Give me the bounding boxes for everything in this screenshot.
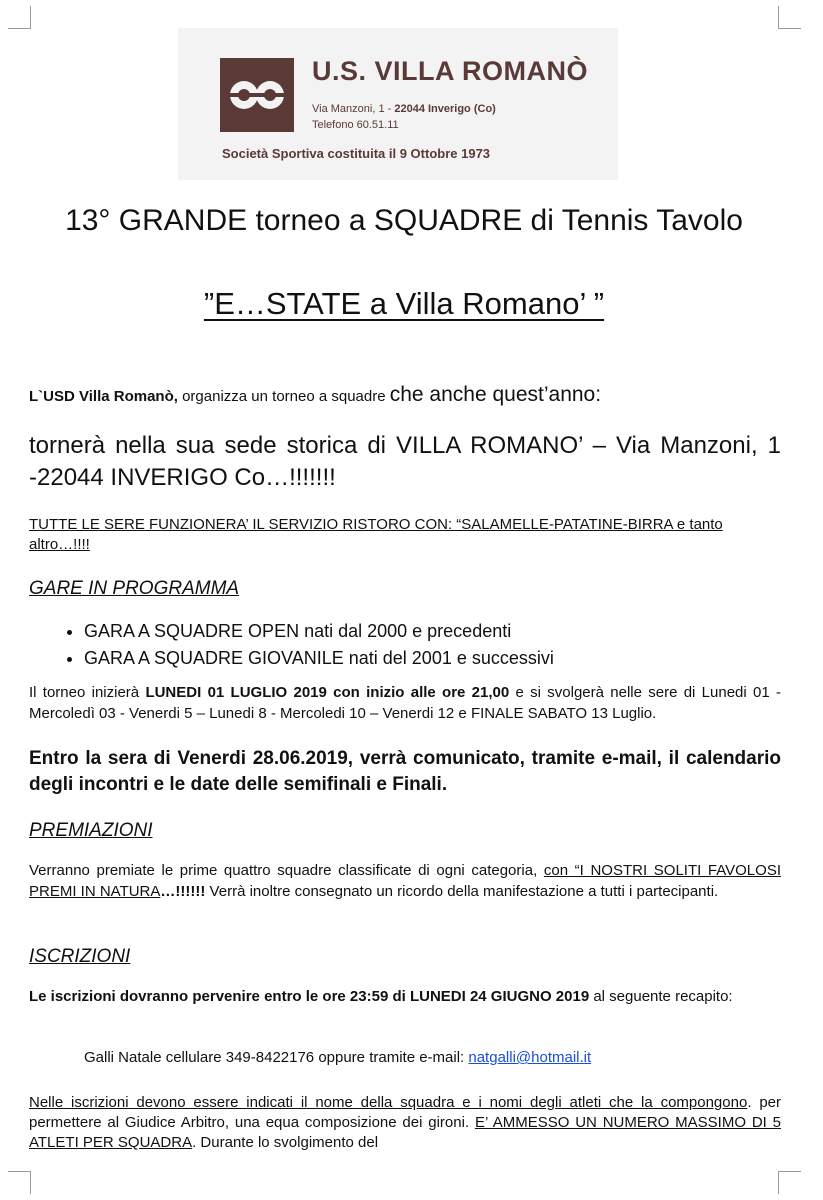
list-item: • GARA A SQUADRE GIOVANILE nati del 2001 e successivi bbox=[84, 645, 554, 672]
org-name: U.S. VILLA ROMANÒ bbox=[312, 56, 588, 86]
page-corner-mark bbox=[778, 6, 801, 29]
schedule-paragraph: Il torneo inizierà LUNEDI 01 LUGLIO 2019 con inizio alle ore 21,00 e si svolgerà nelle sere di Lunedi 01 - Mercoledì 03 - Venerdi 5 – Lunedi 8 - Mercoledi 10 – Venerdi 12 e FINALE SABATO 13 Luglio. bbox=[29, 684, 781, 722]
gare-list bbox=[54, 618, 554, 672]
gare-heading: GARE IN PROGRAMMA bbox=[29, 578, 240, 599]
intro-paragraph: L`USD Villa Romanò, organizza un torneo a squadre che anche quest’anno: bbox=[29, 383, 602, 406]
premiazioni-heading: PREMIAZIONI bbox=[29, 820, 153, 841]
page-corner-mark bbox=[8, 1171, 31, 1194]
contact-line: Galli Natale cellulare 349-8422176 oppure tramite e-mail: natgalli@hotmail.it bbox=[84, 1049, 592, 1066]
composition-paragraph: Nelle iscrizioni devono essere indicati il nome della squadra e i nomi degli atleti che la compongono. per permettere al Giudice Arbitro, una equa composizione dei gironi. E’ AMMESSO UN NUMERO MASSIMO DI 5 ATLETI PER SQUADRA. Durante lo svolgimento del bbox=[29, 1094, 781, 1151]
iscrizioni-deadline: Le iscrizioni dovranno pervenire entro le ore 23:59 di LUNEDI 24 GIUGNO 2019 al seguente recapito: bbox=[29, 988, 733, 1005]
letterhead bbox=[178, 28, 618, 180]
email-link[interactable]: natgalli@hotmail.it bbox=[468, 1049, 592, 1066]
iscrizioni-heading: ISCRIZIONI bbox=[29, 946, 131, 967]
page-subtitle: ”E…STATE a Villa Romano’ ” bbox=[203, 286, 605, 321]
venue-paragraph: tornerà nella sua sede storica di VILLA ROMANO’ – Via Manzoni, 1 -22044 INVERIGO Co…!!!!!!! bbox=[29, 432, 781, 491]
org-address: Via Manzoni, 1 - 22044 Inverigo (Co) bbox=[312, 103, 496, 115]
org-phone: Telefono 60.51.11 bbox=[312, 119, 399, 131]
ristoro-notice: TUTTE LE SERE FUNZIONERA’ IL SERVIZIO RISTORO CON: “SALAMELLE-PATATINE-BIRRA e tanto altro…!!!! bbox=[29, 516, 723, 553]
page-title: 13° GRANDE torneo a SQUADRE di Tennis Tavolo bbox=[65, 204, 743, 237]
club-logo-icon bbox=[220, 58, 294, 132]
announcement-paragraph: Entro la sera di Venerdi 28.06.2019, verrà comunicato, tramite e-mail, il calendario degli incontri e le date delle semifinali e Finali. bbox=[29, 748, 781, 795]
premiazioni-paragraph: Verranno premiate le prime quattro squadre classificate di ogni categoria, con “I NOSTRI SOLITI FAVOLOSI PREMI IN NATURA…!!!!!! Verrà inoltre consegnato un ricordo della manifestazione a tutti i partecipanti. bbox=[29, 862, 781, 900]
page-corner-mark bbox=[8, 6, 31, 29]
page-corner-mark bbox=[778, 1171, 801, 1194]
org-tagline: Società Sportiva costituita il 9 Ottobre 1973 bbox=[222, 146, 491, 161]
list-item: • GARA A SQUADRE OPEN nati dal 2000 e precedenti bbox=[84, 618, 554, 645]
